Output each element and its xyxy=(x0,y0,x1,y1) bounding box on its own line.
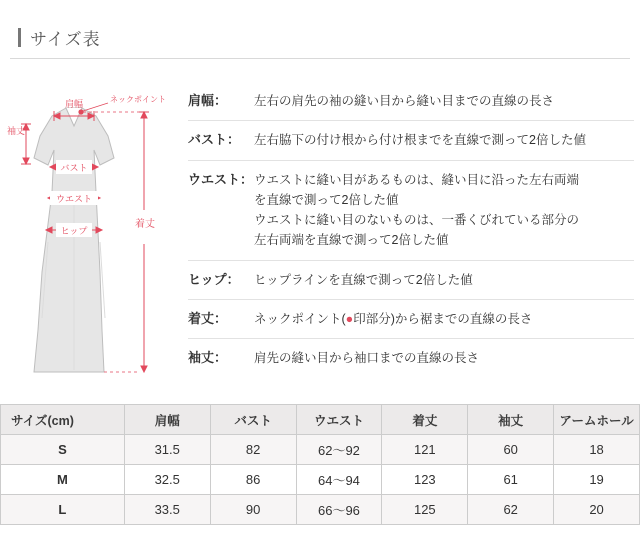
table-row xyxy=(1,465,640,495)
definition-term: 着丈： xyxy=(188,310,228,326)
definition-line: 左右両端を直線で測って2倍した値 xyxy=(254,233,449,248)
column-header-length: 着丈 xyxy=(382,405,468,435)
cell-length: 123 xyxy=(382,465,468,495)
cell-bust: 86 xyxy=(210,465,296,495)
row-header-size: L xyxy=(1,495,125,525)
label-dress-length: 着丈 xyxy=(135,219,155,230)
cell-waist: 66〜96 xyxy=(296,495,382,525)
definition-row-shoulder xyxy=(188,82,634,121)
size-table-body xyxy=(1,435,640,525)
definition-description xyxy=(254,309,532,329)
cell-armhole: 19 xyxy=(554,465,640,495)
cell-bust: 82 xyxy=(210,435,296,465)
cell-waist: 64〜94 xyxy=(296,465,382,495)
cell-armhole: 20 xyxy=(554,495,640,525)
definition-description xyxy=(254,348,479,368)
label-hip: ヒップ xyxy=(60,226,88,236)
cell-sleeve: 61 xyxy=(468,465,554,495)
label-sleeve: 袖丈 xyxy=(6,126,26,136)
size-table-head xyxy=(1,405,640,435)
column-header-shoulder: 肩幅 xyxy=(124,405,210,435)
definition-term: 袖丈： xyxy=(188,350,228,365)
label-neck-point: ネックポイント xyxy=(110,95,166,104)
label-bust: バスト xyxy=(60,163,88,173)
label-waist: ウエスト xyxy=(55,194,93,204)
definition-term: ヒップ： xyxy=(188,271,240,287)
definition-row-bust xyxy=(188,121,634,160)
measurement-definition-list xyxy=(188,82,634,377)
definition-line: ウエストに縫い目があるものは、縫い目に沿った左右両端 xyxy=(254,172,580,187)
definition-row-waist xyxy=(188,161,634,261)
page-title: サイズ表 xyxy=(30,29,101,49)
cell-bust: 90 xyxy=(210,495,296,525)
definition-row-sleeve xyxy=(188,339,634,377)
dress-measurement-illustration xyxy=(4,72,186,384)
column-header-armhole: アームホール xyxy=(554,405,640,435)
column-header-bust: バスト xyxy=(210,405,296,435)
definition-text-post: 印部分)から裾までの直線の長さ xyxy=(353,311,533,326)
definition-row-hip xyxy=(188,261,634,300)
definition-description xyxy=(254,270,473,290)
definition-line: 左右脇下の付け根から付け根までを直線で測って2倍した値 xyxy=(254,133,586,148)
title-divider xyxy=(10,58,630,59)
cell-sleeve: 62 xyxy=(468,495,554,525)
definition-text-pre: ネックポイント( xyxy=(254,311,346,326)
title-accent-bar xyxy=(18,28,21,47)
definition-row-length xyxy=(188,300,634,339)
size-table-wrapper xyxy=(0,404,640,525)
definition-line: ウエストに縫い目のないものは、一番くびれている部分の xyxy=(254,213,580,227)
table-row xyxy=(1,435,640,465)
definition-line xyxy=(254,309,532,329)
definition-term: バスト： xyxy=(188,132,241,148)
column-header-size: サイズ(cm) xyxy=(1,405,125,435)
neck-point-mark-icon: ● xyxy=(345,311,354,326)
definition-term: 肩幅： xyxy=(188,93,228,108)
definition-line: ヒップラインを直線で測って2倍した値 xyxy=(254,272,473,287)
dress-shape-icon xyxy=(34,108,114,372)
upper-section xyxy=(0,62,640,392)
page-title-row xyxy=(0,0,640,52)
column-header-waist: ウエスト xyxy=(296,405,382,435)
table-header-row xyxy=(1,405,640,435)
neck-point-dot-icon xyxy=(78,109,83,114)
table-row xyxy=(1,495,640,525)
column-header-sleeve: 袖丈 xyxy=(468,405,554,435)
cell-shoulder: 33.5 xyxy=(124,495,210,525)
cell-shoulder: 31.5 xyxy=(124,435,210,465)
cell-shoulder: 32.5 xyxy=(124,465,210,495)
definition-description xyxy=(254,130,586,150)
cell-armhole: 18 xyxy=(554,435,640,465)
definition-term: ウエスト： xyxy=(188,171,254,187)
cell-length: 121 xyxy=(382,435,468,465)
cell-length: 125 xyxy=(382,495,468,525)
row-header-size: M xyxy=(1,465,125,495)
row-header-size: S xyxy=(1,435,125,465)
definition-description xyxy=(254,170,579,251)
cell-waist: 62〜92 xyxy=(296,435,382,465)
definition-line: を直線で測って2倍した値 xyxy=(254,192,399,207)
definition-description xyxy=(254,91,554,111)
label-shoulder: 肩幅 xyxy=(64,99,84,109)
definition-line: 左右の肩先の袖の縫い目から縫い目までの直線の長さ xyxy=(254,94,555,108)
cell-sleeve: 60 xyxy=(468,435,554,465)
definition-line: 肩先の縫い目から袖口までの直線の長さ xyxy=(254,351,480,365)
size-table xyxy=(0,404,640,525)
